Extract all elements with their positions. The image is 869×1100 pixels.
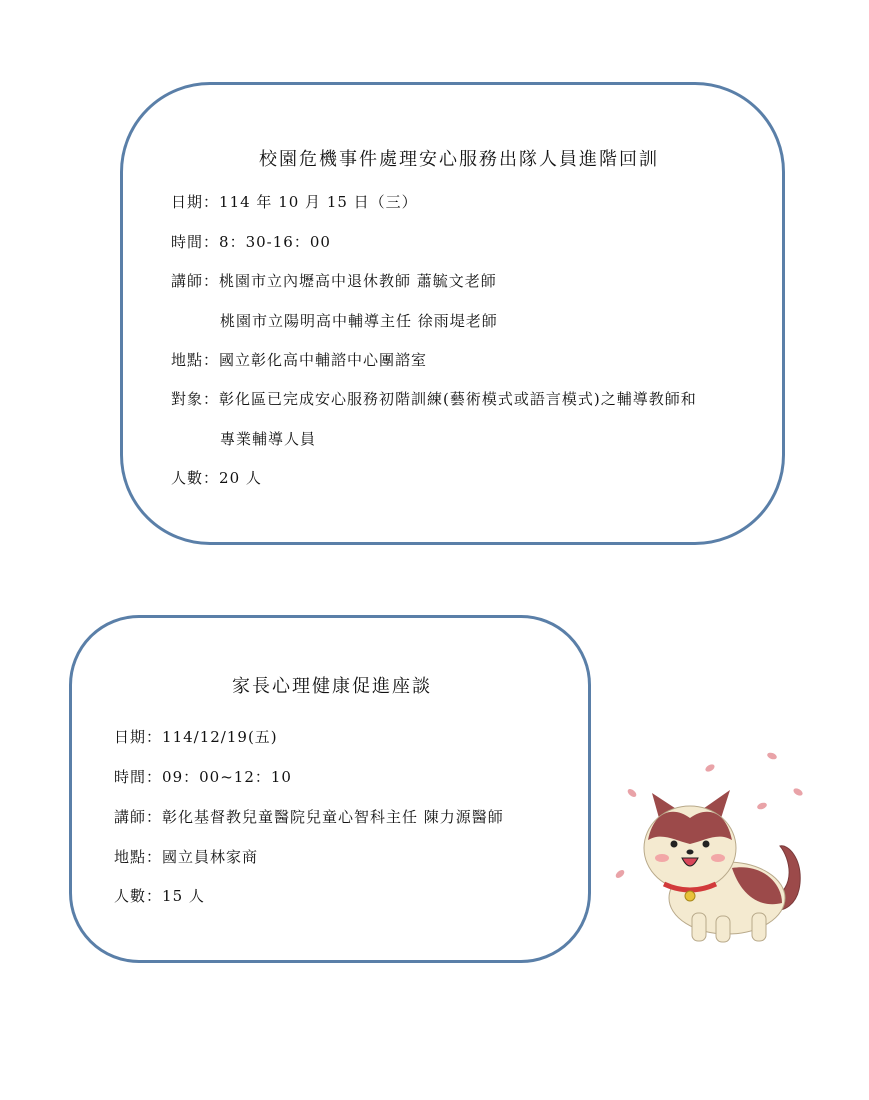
time-value: 8：30-16：00 bbox=[219, 233, 331, 251]
event-card-crisis-training bbox=[120, 82, 785, 545]
speaker-label: 講師 bbox=[114, 808, 147, 826]
time-label: 時間 bbox=[114, 768, 147, 786]
cat-illustration bbox=[612, 748, 812, 948]
event-title: 校園危機事件處理安心服務出隊人員進階回訓 bbox=[259, 149, 659, 170]
date-label: 日期 bbox=[171, 193, 204, 211]
speaker-row: 講師：桃園市立內壢高中退休教師 蕭毓文老師 bbox=[171, 272, 497, 290]
time-row: 時間：8：30-16：00 bbox=[171, 233, 331, 251]
venue-value: 國立彰化高中輔諮中心團諮室 bbox=[219, 351, 428, 369]
event-title: 家長心理健康促進座談 bbox=[232, 676, 432, 697]
venue-label: 地點 bbox=[114, 848, 147, 866]
count-row: 人數：20 人 bbox=[171, 469, 262, 487]
audience-row: 對象：彰化區已完成安心服務初階訓練(藝術模式或語言模式)之輔導教師和 bbox=[171, 390, 697, 408]
speaker-value-2: 桃園市立陽明高中輔導主任 徐雨堤老師 bbox=[220, 312, 498, 330]
count-value: 20 人 bbox=[219, 469, 262, 487]
count-label: 人數 bbox=[114, 887, 147, 905]
venue-value: 國立員林家商 bbox=[162, 848, 259, 866]
date-value: 114/12/19(五) bbox=[162, 728, 278, 746]
count-label: 人數 bbox=[171, 469, 204, 487]
venue-row: 地點：國立彰化高中輔諮中心團諮室 bbox=[171, 351, 428, 369]
speaker-label: 講師 bbox=[171, 272, 204, 290]
venue-label: 地點 bbox=[171, 351, 204, 369]
date-label: 日期 bbox=[114, 728, 147, 746]
count-row: 人數：15 人 bbox=[114, 887, 205, 905]
count-value: 15 人 bbox=[162, 887, 205, 905]
audience-value-1: 彰化區已完成安心服務初階訓練(藝術模式或語言模式)之輔導教師和 bbox=[219, 390, 697, 408]
time-row: 時間：09：00~12：10 bbox=[114, 768, 292, 786]
time-label: 時間 bbox=[171, 233, 204, 251]
event-card-parent-forum bbox=[69, 615, 591, 963]
speaker-value-1: 桃園市立內壢高中退休教師 蕭毓文老師 bbox=[219, 272, 497, 290]
date-value: 114 年 10 月 15 日（三） bbox=[219, 193, 418, 211]
speaker-value: 彰化基督教兒童醫院兒童心智科主任 陳力源醫師 bbox=[162, 808, 504, 826]
date-row: 日期：114 年 10 月 15 日（三） bbox=[171, 193, 418, 211]
audience-label: 對象 bbox=[171, 390, 204, 408]
venue-row: 地點：國立員林家商 bbox=[114, 848, 259, 866]
speaker-row: 講師：彰化基督教兒童醫院兒童心智科主任 陳力源醫師 bbox=[114, 808, 504, 826]
time-value: 09：00~12：10 bbox=[162, 768, 292, 786]
audience-value-2: 專業輔導人員 bbox=[220, 430, 317, 448]
date-row: 日期：114/12/19(五) bbox=[114, 728, 278, 746]
